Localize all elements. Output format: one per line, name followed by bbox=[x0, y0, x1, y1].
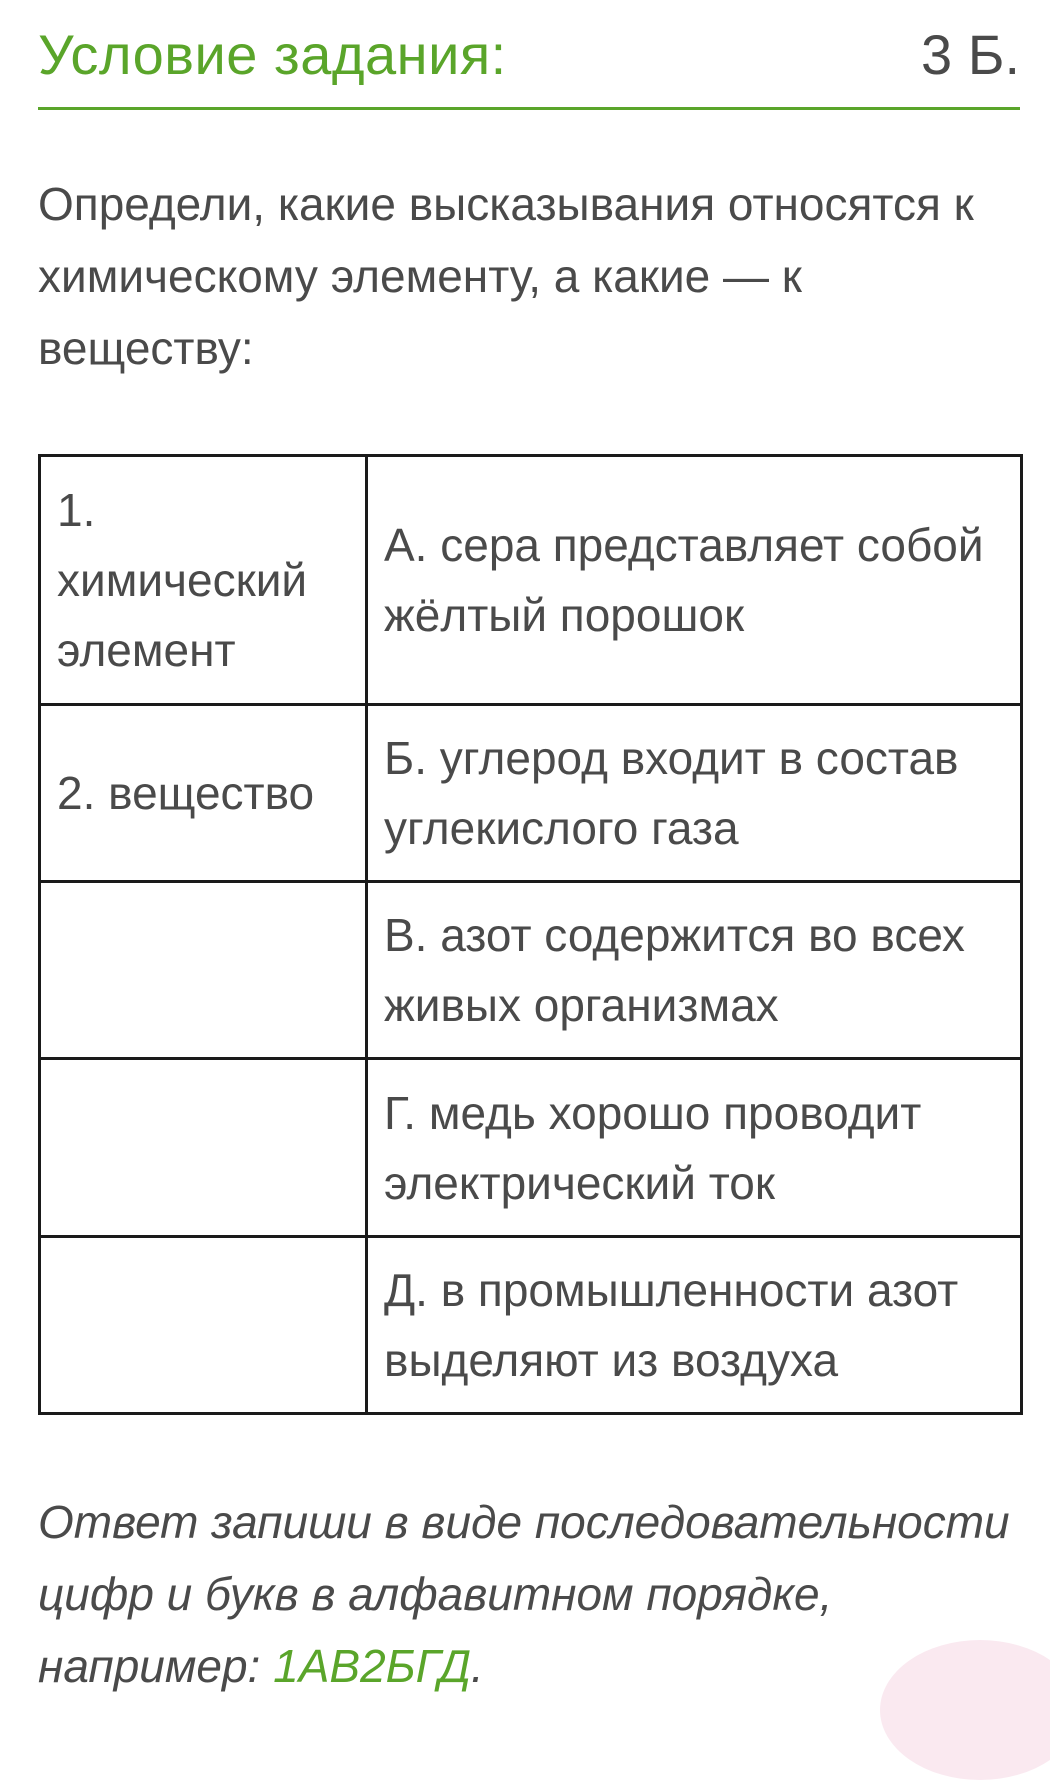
table-cell-right bbox=[367, 456, 1022, 705]
statement-text: Б. углерод входит в состав углекислого газа bbox=[384, 732, 959, 854]
table-cell-left bbox=[40, 882, 367, 1059]
table-row bbox=[40, 1059, 1022, 1237]
task-points: 3 Б. bbox=[920, 23, 1020, 86]
answer-suffix: . bbox=[470, 1640, 484, 1692]
table-cell-left bbox=[40, 705, 367, 882]
statement-text: В. азот содержится во всех живых организмах bbox=[384, 909, 965, 1031]
table-cell-right bbox=[367, 1237, 1022, 1414]
statement-text: А. сера представляет собой жёлтый порошок bbox=[384, 519, 984, 641]
question-text: Определи, какие высказывания относятся к химическому элементу, а какие — к веществу: bbox=[38, 178, 974, 374]
task-title: Условие задания: bbox=[38, 23, 507, 86]
table-cell-right bbox=[367, 1059, 1022, 1237]
table-cell-right bbox=[367, 705, 1022, 882]
answer-text: Ответ запиши в виде последовательности цифр и букв в алфавитном порядке, например: bbox=[38, 1496, 1010, 1692]
answer-instructions bbox=[38, 1486, 1028, 1702]
statement-text: Г. медь хорошо проводит электрический ток bbox=[384, 1086, 922, 1209]
table-cell-left bbox=[40, 1237, 367, 1414]
statement-text: Д. в промышленности азот выделяют из воздуха bbox=[384, 1264, 959, 1386]
table-cell-left bbox=[40, 456, 367, 705]
task-header bbox=[38, 14, 1020, 110]
category-label: 2. вещество bbox=[57, 767, 315, 819]
table-row bbox=[40, 705, 1022, 882]
table-row bbox=[40, 1237, 1022, 1414]
table-row bbox=[40, 882, 1022, 1059]
answer-example: 1АВ2БГД bbox=[273, 1640, 471, 1692]
table-row bbox=[40, 456, 1022, 705]
table-cell-left bbox=[40, 1059, 367, 1237]
table-cell-right bbox=[367, 882, 1022, 1059]
matching-table bbox=[38, 454, 1023, 1415]
category-label: 1. химический элемент bbox=[57, 484, 308, 676]
